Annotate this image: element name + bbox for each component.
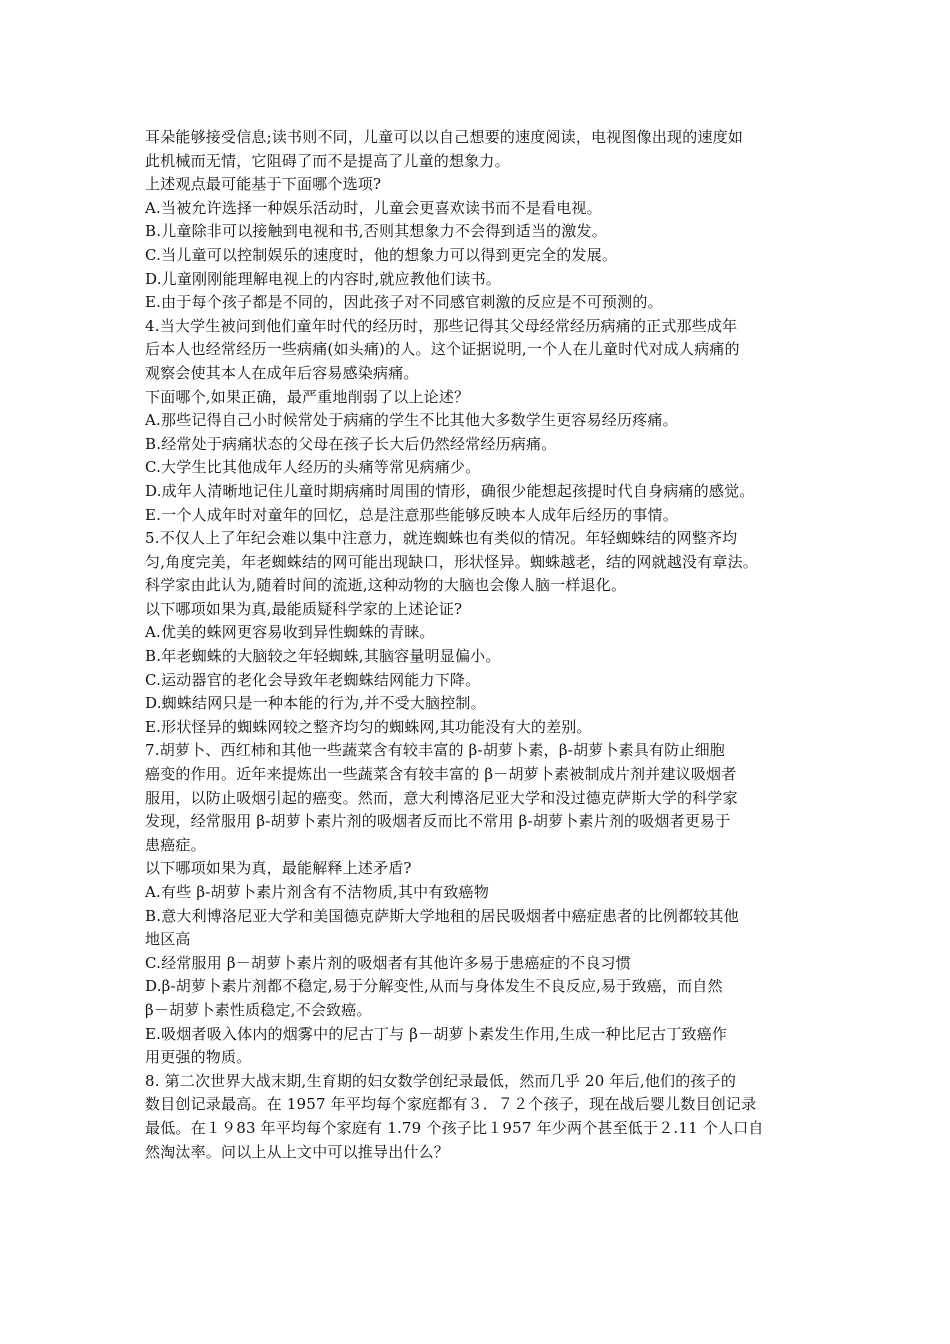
question-8-text: 8. 第二次世界大战末期,生育期的妇女数学创纪录最低，然而几乎 20 年后,他们的孩子的 — [145, 1071, 737, 1090]
question-8-text: 最低。在１９83 年平均每个家庭有 1.79 个孩子比１957 年少两个甚至低于２.11 个人口自 — [145, 1118, 764, 1137]
option-d: D.成年人清晰地记住儿童时期病痛时周围的情形，确很少能想起孩提时代自身病痛的感觉。 — [145, 481, 755, 500]
question-5-text: 匀,角度完美，年老蜘蛛结的网可能出现缺口，形状怪异。蜘蛛越老，结的网就越没有章法。 — [145, 552, 758, 571]
option-e: 用更强的物质。 — [145, 1048, 252, 1067]
question-7-text: 7.胡萝卜、西红柿和其他一些蔬菜含有较丰富的 β-胡萝卜素，β-胡萝卜素具有防止细胞 — [145, 741, 725, 760]
option-d: D.β-胡萝卜素片剂都不稳定,易于分解变性,从而与身体发生不良反应,易于致癌，而自然 — [145, 977, 723, 996]
text-line: 此机械而无情，它阻碍了而不是提高了儿童的想象力。 — [145, 151, 510, 170]
question-prompt: 以下哪项如果为真，最能解释上述矛盾? — [145, 859, 412, 878]
option-c: C.运动器官的老化会导致年老蜘蛛结网能力下降。 — [145, 670, 481, 689]
text-line: 耳朵能够接受信息;读书则不同，儿童可以以自己想要的速度阅读，电视图像出现的速度如 — [145, 128, 744, 146]
question-7-text: 患癌症。 — [145, 835, 206, 854]
option-d: D.蜘蛛结网只是一种本能的行为,并不受大脑控制。 — [145, 694, 486, 713]
document-body — [145, 126, 815, 1164]
option-b: B.意大利博洛尼亚大学和美国德克萨斯大学地租的居民吸烟者中癌症患者的比例都较其他 — [145, 906, 739, 925]
option-d: D.儿童刚刚能理解电视上的内容时,就应教他们读书。 — [145, 269, 502, 288]
option-a: A.有些 β-胡萝卜素片剂含有不洁物质,其中有致癌物 — [145, 883, 490, 901]
option-c: C.当儿童可以控制娱乐的速度时，他的想象力可以得到更完全的发展。 — [145, 245, 618, 264]
question-4-text: 后本人也经常经历一些病痛(如头痛)的人。这个证据说明,一个人在儿童时代对成人病痛的 — [145, 340, 740, 359]
option-b: B.年老蜘蛛的大脑较之年轻蜘蛛,其脑容量明显偏小。 — [145, 647, 501, 666]
question-4-text: 观察会使其本人在成年后容易感染病痛。 — [145, 363, 419, 382]
question-7-text: 癌变的作用。近年来提炼出一些蔬菜含有较丰富的 β－胡萝卜素被制成片剂并建议吸烟者 — [145, 765, 737, 784]
question-8-text: 然淘汰率。问以上从上文中可以推导出什么？ — [145, 1142, 450, 1161]
question-8-text: 数目创记录最高。在 1957 年平均每个家庭都有３．７２个孩子，现在战后婴儿数目创记录 — [145, 1095, 757, 1114]
option-a: A.那些记得自己小时候常处于病痛的学生不比其他大多数学生更容易经历疼痛。 — [145, 411, 678, 430]
question-5-text: 5.不仅人上了年纪会难以集中注意力，就连蜘蛛也有类似的情况。年轻蜘蛛结的网整齐均 — [145, 529, 738, 548]
option-c: C.经常服用 β－胡萝卜素片剂的吸烟者有其他许多易于患癌症的不良习惯 — [145, 953, 631, 972]
question-prompt: 下面哪个,如果正确，最严重地削弱了以上论述？ — [145, 387, 470, 406]
option-b: B.经常处于病痛状态的父母在孩子长大后仍然经常经历病痛。 — [145, 434, 557, 453]
option-e: E.由于每个孩子都是不同的，因此孩子对不同感官刺激的反应是不可预测的。 — [145, 293, 663, 312]
option-a: A.当被允许选择一种娱乐活动时，儿童会更喜欢读书而不是看电视。 — [145, 198, 602, 217]
question-prompt: 以下哪项如果为真,最能质疑科学家的上述论证? — [145, 599, 463, 618]
option-a: A.优美的蛛网更容易收到异性蜘蛛的青睐。 — [145, 623, 435, 642]
question-prompt: 上述观点最可能基于下面哪个选项? — [145, 175, 382, 194]
question-4-text: 4.当大学生被问到他们童年时代的经历时，那些记得其父母经常经历病痛的正式那些成年 — [145, 316, 738, 335]
option-e: E.一个人成年时对童年的回忆，总是注意那些能够反映本人成年后经历的事情。 — [145, 505, 678, 524]
option-e: E.形状怪异的蜘蛛网较之整齐均匀的蜘蛛网,其功能没有大的差别。 — [145, 717, 592, 736]
question-7-text: 发现，经常服用 β-胡萝卜素片剂的吸烟者反而比不常用 β-胡萝卜素片剂的吸烟者更易于 — [145, 812, 731, 831]
option-c: C.大学生比其他成年人经历的头痛等常见病痛少。 — [145, 458, 481, 477]
option-b: 地区高 — [145, 930, 191, 949]
question-5-text: 科学家由此认为,随着时间的流逝,这种动物的大脑也会像人脑一样退化。 — [145, 576, 627, 595]
option-b: B.儿童除非可以接触到电视和书,否则其想象力不会得到适当的激发。 — [145, 222, 607, 241]
option-d: β－胡萝卜素性质稳定,不会致癌。 — [145, 1000, 372, 1019]
option-e: E.吸烟者吸入体内的烟雾中的尼古丁与 β－胡萝卜素发生作用,生成一种比尼古丁致癌作 — [145, 1024, 728, 1043]
question-7-text: 服用，以防止吸烟引起的癌变。然而，意大利博洛尼亚大学和没过德克萨斯大学的科学家 — [145, 788, 738, 807]
